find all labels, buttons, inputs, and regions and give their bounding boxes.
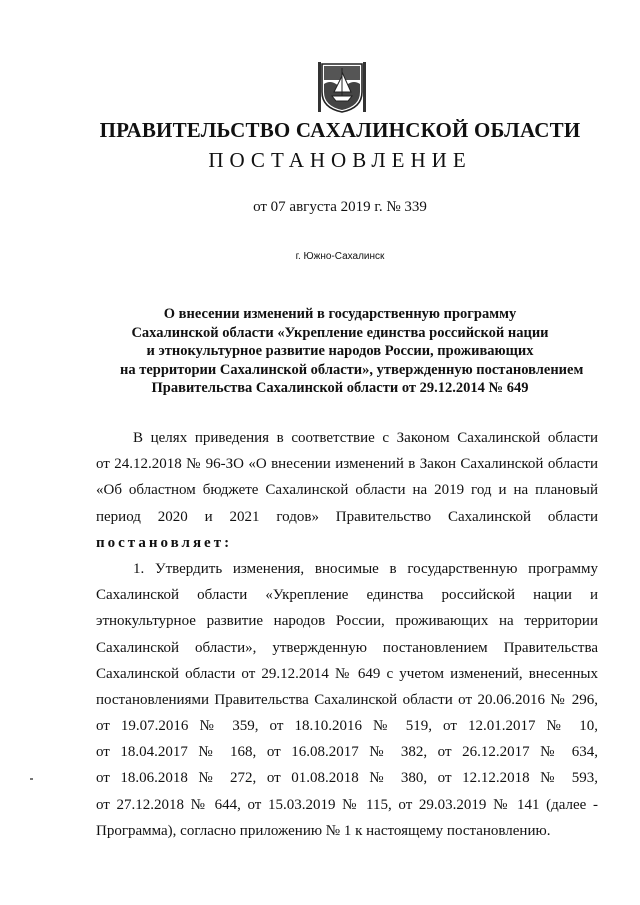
body-line: от 24.12.2018 № 96-ЗО «О внесении изменений в Закон Сахалинской области: [96, 456, 598, 473]
subject-line: на территории Сахалинской области», утвержденную постановлением: [120, 361, 584, 378]
body-line: Сахалинской области», утвержденную постановлением Правительства: [96, 639, 598, 656]
body-line: [96, 530, 598, 556]
subject-line: Правительства Сахалинской области от 29.12.2014 № 649: [151, 380, 529, 396]
subject-line: Сахалинской области «Укрепление единства российской нации: [131, 324, 549, 341]
body-line: период 2020 и 2021 годов» Правительство Сахалинской области: [96, 508, 598, 525]
sakhalin-coat-of-arms-icon: [318, 62, 366, 114]
body-line: Сахалинской области «Укрепление единства российской нации и: [96, 587, 598, 604]
document-type: ПОСТАНОВЛЕНИЕ: [208, 148, 472, 172]
body-line: от 18.06.2018 № 272, от 01.08.2018 № 380, от 12.12.2018 № 593,: [96, 770, 598, 787]
body-line: от 27.12.2018 № 644, от 15.03.2019 № 115, от 29.03.2019 № 141 (далее -: [96, 796, 598, 813]
resolves-word: постановляет:: [96, 534, 233, 551]
subject-line: и этнокультурное развитие народов России, проживающих: [146, 343, 534, 359]
document-city: г. Южно-Сахалинск: [295, 251, 385, 262]
document-date-number: от 07 августа 2019 г. № 339: [253, 199, 427, 215]
body-line: от 18.04.2017 № 168, от 16.08.2017 № 382, от 26.12.2017 № 634,: [96, 744, 598, 761]
body-line: 1. Утвердить изменения, вносимые в государственную программу: [133, 560, 598, 577]
body-line: от 19.07.2016 № 359, от 18.10.2016 № 519, от 12.01.2017 № 10,: [96, 718, 598, 735]
document-subject: [120, 305, 584, 398]
scan-speck: [30, 778, 33, 780]
government-title: ПРАВИТЕЛЬСТВО САХАЛИНСКОЙ ОБЛАСТИ: [99, 118, 581, 142]
document-body: [96, 425, 598, 844]
body-line: В целях приведения в соответствие с Законом Сахалинской области: [133, 430, 598, 446]
body-line: этнокультурное развитие народов России, проживающих на территории: [96, 613, 598, 630]
body-line: Сахалинской области от 29.12.2014 № 649 с учетом изменений, внесенных: [96, 665, 598, 682]
subject-line: О внесении изменений в государственную программу: [163, 306, 517, 322]
body-line: постановлениями Правительства Сахалинской области от 20.06.2016 № 296,: [96, 691, 598, 708]
body-line: Программа), согласно приложению № 1 к настоящему постановлению.: [96, 822, 551, 839]
body-line: «Об областном бюджете Сахалинской области на 2019 год и на плановый: [96, 482, 598, 499]
